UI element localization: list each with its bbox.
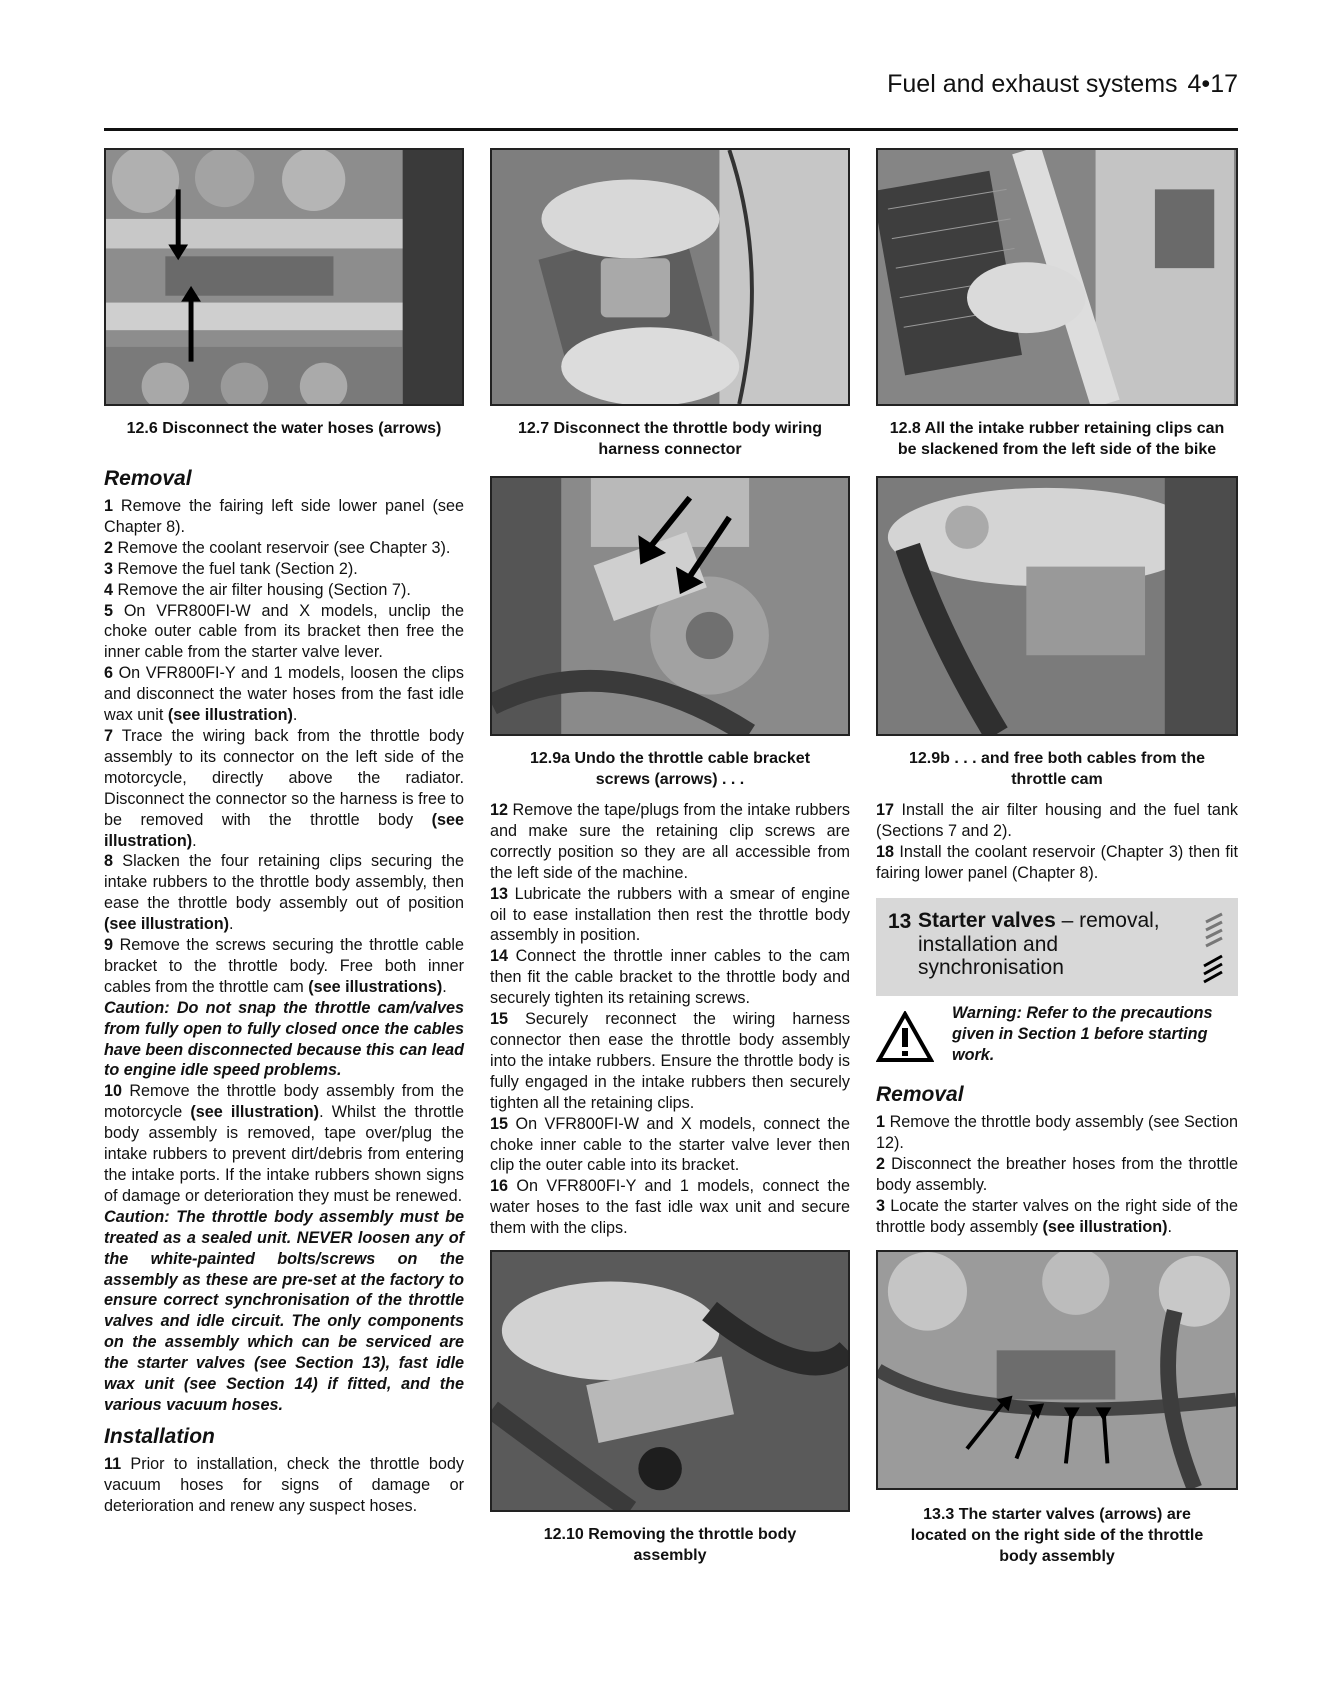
caption-12-6-text: 12.6 Disconnect the water hoses (arrows) — [126, 420, 442, 437]
step-16: 16 On VFR800FI-Y and 1 models, connect the water hoses to the fast idle wax unit and secure them with the clips. — [490, 1177, 850, 1238]
step-3: 3 Remove the fuel tank (Section 2). — [104, 559, 358, 578]
section-title-line3: synchronisation — [918, 956, 1064, 979]
photo-12-9b — [876, 476, 1238, 736]
chapter-title: Fuel and exhaust systems — [887, 70, 1178, 98]
caution-2: Caution: The throttle body assembly must be treated as a sealed unit. NEVER loosen any of the white-painted bolts/screws on the assembly as these are pre-set at the factory to ensure correct synchronisation of the throttle valves and idle circuit. The only components on the assembly which can be serviced are the starter valves (see Section 13), fast idle wax unit (see Section 14) if fitted, and the various vacuum hoses. — [104, 1207, 464, 1414]
photo-12-10 — [490, 1250, 850, 1512]
column-1 — [104, 466, 464, 1517]
caption-13-3-line3: body assembly — [999, 1548, 1115, 1565]
section-title-line1: Starter valves – removal, — [918, 909, 1160, 932]
step-6: 6 On VFR800FI-Y and 1 models, loosen the clips and disconnect the water hoses from the fast idle wax unit (see illustration). — [104, 664, 464, 725]
page-number: 4•17 — [1187, 70, 1238, 98]
step-13: 13 Lubricate the rubbers with a smear of engine oil to ease installation then rest the throttle body assembly in position. — [490, 884, 850, 945]
header-rule — [104, 128, 1238, 131]
step-17: 17 Install the air filter housing and the fuel tank (Sections 7 and 2). — [876, 801, 1239, 840]
caption-12-7 — [490, 418, 850, 460]
caption-12-7-line1: 12.7 Disconnect the throttle body wiring — [517, 420, 823, 437]
column-3-lower — [876, 1082, 1238, 1237]
step-14: 14 Connect the throttle inner cables to the cam then fit the cable bracket to the throttle body and securely tighten its retaining screws. — [490, 947, 850, 1008]
photo-12-8 — [876, 148, 1238, 406]
step-13-3: 3 Locate the starter valves on the right side of the throttle body assembly (see illustration). — [876, 1196, 1238, 1236]
caption-12-9a — [490, 748, 850, 790]
photo-13-3 — [876, 1250, 1238, 1490]
step-15: 15 Securely reconnect the wiring harness connector then ease the throttle body assembly into the intake rubbers. Ensure the throttle body is fully engaged in the intake rubbers then securely tighten all the retaining clips. — [490, 1010, 850, 1112]
caption-12-7-line2: harness connector — [598, 441, 742, 458]
caption-12-9b — [876, 748, 1238, 790]
photo-12-6 — [104, 148, 464, 406]
installation-heading: Installation — [104, 1424, 215, 1448]
step-7: 7 Trace the wiring back from the throttle body assembly to its connector on the left side of the motorcycle, directly above the radiator. Disconnect the connector so the harness is free to be removed with the throttle body (see illustration). — [104, 726, 465, 850]
step-13-2: 2 Disconnect the breather hoses from the throttle body assembly. — [876, 1154, 1238, 1194]
removal-heading-13: Removal — [876, 1083, 964, 1106]
caption-12-10 — [490, 1524, 850, 1566]
caption-12-8 — [876, 418, 1238, 460]
caption-13-3-line2: located on the right side of the throttle — [910, 1527, 1204, 1544]
warning-block — [876, 1003, 1238, 1069]
step-10: 10 Remove the throttle body assembly from the motorcycle (see illustration). Whilst the throttle body assembly is removed, tape over/plug the intake rubbers to prevent dirt/debris from entering the intake ports. If the intake rubbers shown signs of damage or deterioration they must be renewed. — [104, 1082, 465, 1205]
caption-13-3-line1: 13.3 The starter valves (arrows) are — [923, 1506, 1191, 1523]
step-2: 2 Remove the coolant reservoir (see Chapter 3). — [104, 538, 451, 557]
difficulty-wrench-icon — [1200, 908, 1228, 988]
running-header — [104, 70, 1238, 100]
caption-12-8-line1: 12.8 All the intake rubber retaining clips can — [889, 420, 1225, 437]
step-15b: 15 On VFR800FI-W and X models, connect the choke inner cable to the starter valve lever then clip the outer cable into its bracket. — [490, 1114, 850, 1175]
step-8: 8 Slacken the four retaining clips securing the intake rubbers to the throttle body assembly, then ease the throttle body assembly out of position (see illustration). — [104, 852, 464, 934]
caption-12-10-line2: assembly — [633, 1547, 707, 1564]
removal-heading: Removal — [104, 467, 192, 490]
step-13-1: 1 Remove the throttle body assembly (see Section 12). — [876, 1113, 1238, 1152]
section-title-line2: installation and — [918, 933, 1059, 956]
caption-12-9b-line2: throttle cam — [1011, 771, 1103, 788]
warning-text: Warning: Refer to the precautions given in Section 1 before starting work. — [952, 1004, 1213, 1064]
warning-triangle-icon — [876, 1011, 934, 1063]
caption-12-10-line1: 12.10 Removing the throttle body — [543, 1526, 797, 1543]
caution-1: Caution: Do not snap the throttle cam/valves from fully open to fully closed once the cables have been disconnected because this can lead to engine idle speed problems. — [104, 998, 464, 1080]
caption-12-9a-line2: screws (arrows) . . . — [595, 771, 745, 788]
column-2 — [490, 800, 850, 1239]
step-9: 9 Remove the screws securing the throttle cable bracket to the throttle body. Free both inner cables from the throttle cam (see illustrations). — [104, 936, 464, 996]
caption-13-3 — [876, 1504, 1238, 1567]
step-18: 18 Install the coolant reservoir (Chapter 3) then fit fairing lower panel (Chapter 8). — [876, 842, 1239, 882]
step-5: 5 On VFR800FI-W and X models, unclip the choke outer cable from its bracket then free the inner cable from the starter valve lever. — [104, 601, 464, 662]
caption-12-6 — [104, 418, 464, 439]
section-number: 13 — [888, 910, 912, 933]
step-11: 11 Prior to installation, check the throttle body vacuum hoses for signs of damage or deterioration and renew any suspect hoses. — [104, 1454, 464, 1515]
step-1: 1 Remove the fairing left side lower panel (see Chapter 8). — [104, 497, 465, 536]
section-13-heading-box — [876, 898, 1238, 996]
step-4: 4 Remove the air filter housing (Section 7). — [104, 580, 411, 599]
step-12: 12 Remove the tape/plugs from the intake rubbers and make sure the retaining clip screws are correctly position so they are all accessible from the left side of the machine. — [490, 801, 850, 882]
column-3 — [876, 800, 1238, 884]
photo-12-9a — [490, 476, 850, 736]
photo-12-7 — [490, 148, 850, 406]
caption-12-8-line2: be slackened from the left side of the bike — [897, 441, 1217, 458]
caption-12-9a-line1: 12.9a Undo the throttle cable bracket — [529, 750, 811, 767]
caption-12-9b-line1: 12.9b . . . and free both cables from the — [908, 750, 1206, 767]
